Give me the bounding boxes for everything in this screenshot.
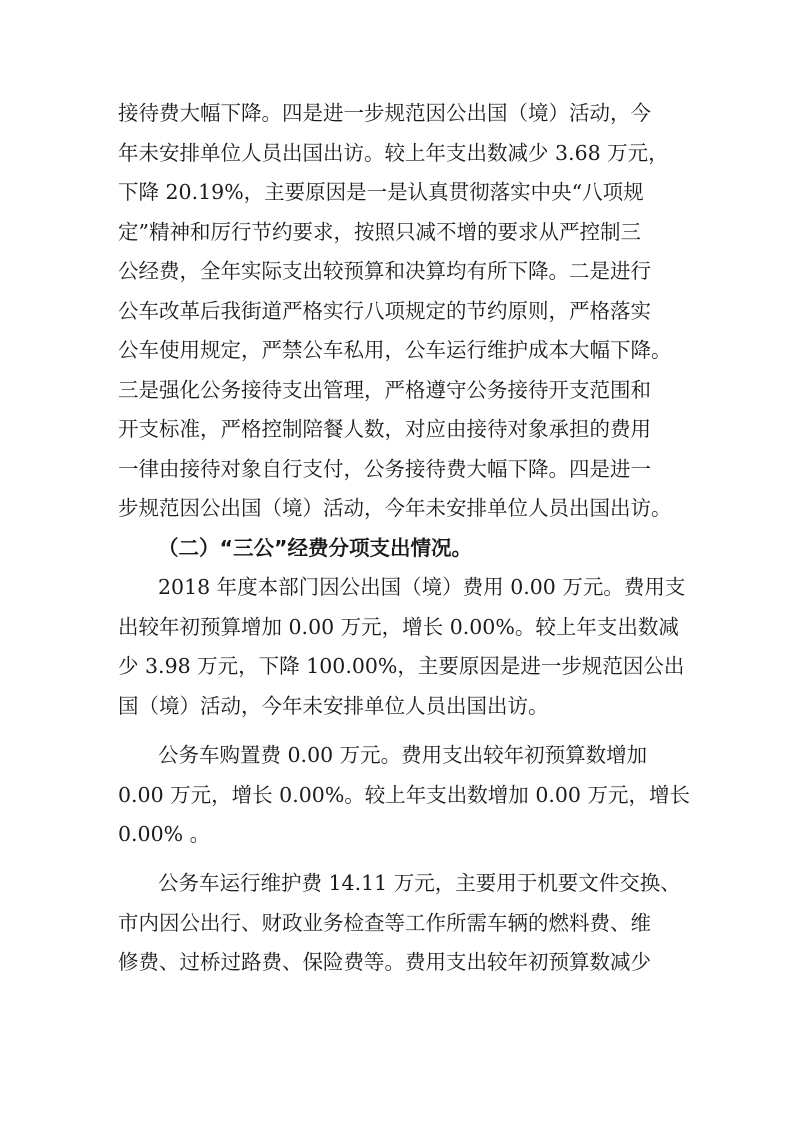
- paragraph-3-line-2: 0.00 万元，增长 0.00%。较上年支出数增加 0.00 万元，增长: [118, 783, 690, 807]
- paragraph-2-line-3: 少 3.98 万元，下降 100.00%，主要原因是进一步规范因公出: [118, 654, 685, 678]
- paragraph-4-line-2: 市内因公出行、财政业务检查等工作所需车辆的燃料费、维: [118, 911, 651, 935]
- paragraph-1-line-3: 下降 20.19%，主要原因是一是认真贯彻落实中央“八项规: [118, 180, 644, 204]
- paragraph-2-line-1: 2018 年度本部门因公出国（境）费用 0.00 万元。费用支: [158, 575, 686, 599]
- paragraph-1-line-11: 步规范因公出国（境）活动，今年未安排单位人员出国出访。: [118, 496, 672, 520]
- paragraph-3-line-3: 0.00% 。: [118, 822, 211, 846]
- paragraph-1-line-6: 公车改革后我街道严格实行八项规定的节约原则，严格落实: [118, 299, 651, 323]
- paragraph-1-line-2: 年未安排单位人员出国出访。较上年支出数减少 3.68 万元，: [118, 141, 669, 165]
- paragraph-1-line-4: 定”精神和厉行节约要求，按照只减不增的要求从严控制三: [118, 220, 641, 244]
- paragraph-1-line-7: 公车使用规定，严禁公车私用，公车运行维护成本大幅下降。: [118, 338, 672, 362]
- paragraph-1-line-9: 开支标准，严格控制陪餐人数，对应由接待对象承担的费用: [118, 417, 651, 441]
- paragraph-1-line-1: 接待费大幅下降。四是进一步规范因公出国（境）活动，今: [118, 101, 651, 125]
- paragraph-1-line-5: 公经费，全年实际支出较预算和决算均有所下降。二是进行: [118, 259, 651, 283]
- paragraph-1-line-8: 三是强化公务接待支出管理，严格遵守公务接待开支范围和: [118, 378, 651, 402]
- paragraph-1-line-10: 一律由接待对象自行支付，公务接待费大幅下降。四是进一: [118, 457, 651, 481]
- section-heading: （二）“三公”经费分项支出情况。: [158, 536, 472, 560]
- paragraph-2-line-4: 国（境）活动，今年未安排单位人员出国出访。: [118, 694, 549, 718]
- paragraph-2-line-2: 出较年初预算增加 0.00 万元，增长 0.00%。较上年支出数减: [118, 615, 679, 639]
- paragraph-4-line-1: 公务车运行维护费 14.11 万元，主要用于机要文件交换、: [158, 871, 681, 895]
- paragraph-3-line-1: 公务车购置费 0.00 万元。费用支出较年初预算数增加: [158, 743, 648, 767]
- paragraph-4-line-3: 修费、过桥过路费、保险费等。费用支出较年初预算数减少: [118, 950, 651, 974]
